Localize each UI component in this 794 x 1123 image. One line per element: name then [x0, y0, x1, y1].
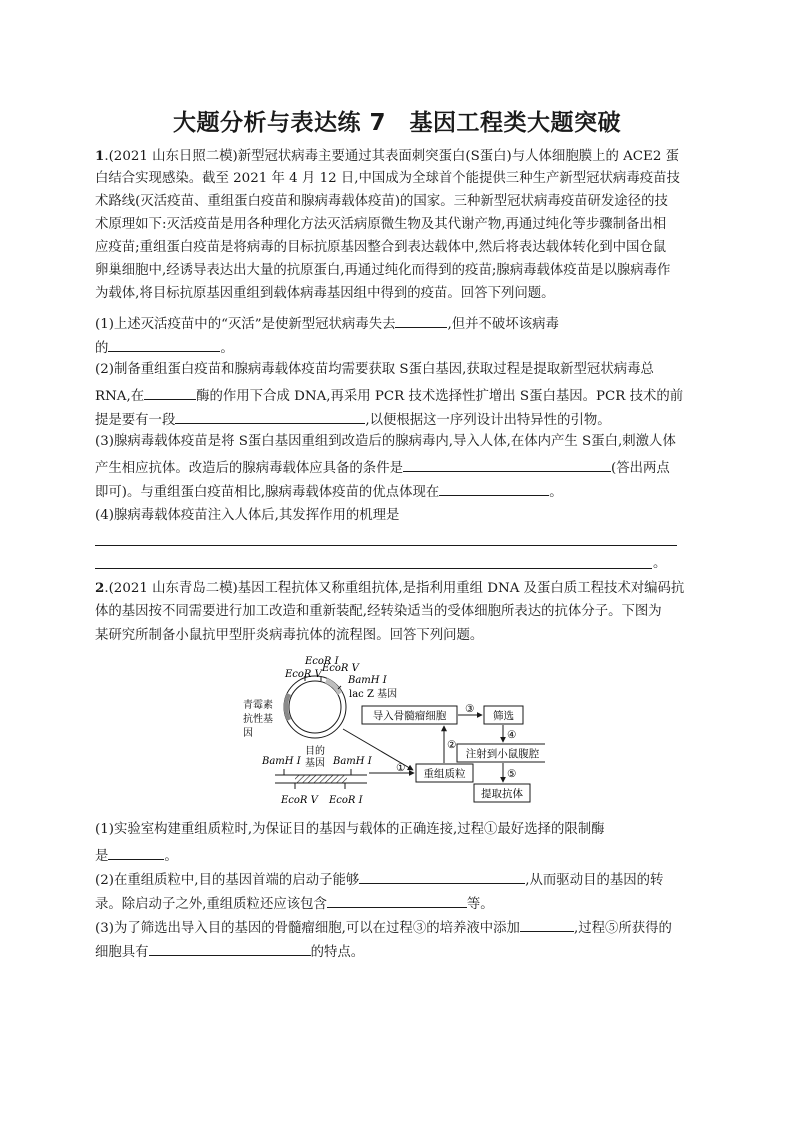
- dna-bamhi-left-label: BamH Ⅰ: [262, 756, 301, 767]
- q1-part3-line2: 产生相应抗体。改造后的腺病毒载体应具备的条件是 (答出两点: [95, 458, 670, 477]
- antibody-flow-diagram: [235, 652, 545, 812]
- screening-label: 筛选: [493, 710, 514, 722]
- inject-mouse-label: 注射到小鼠腹腔: [465, 748, 540, 760]
- page-title: 大题分析与表达练 7 基因工程类大题突破: [172, 110, 621, 136]
- step-1-label: ①: [396, 762, 406, 774]
- answer-blank[interactable]: [395, 314, 447, 328]
- extract-antibody-label: 提取抗体: [481, 788, 523, 800]
- plasmid-ecorv-label-1: EcoR Ⅴ: [285, 669, 322, 680]
- answer-blank[interactable]: [327, 894, 467, 908]
- q1-line-6: 卵巢细胞中,经诱导表达出大量的抗原蛋白,再通过纯化而得到的疫苗;腺病毒载体疫苗是以腺病毒作: [95, 263, 671, 278]
- step-2-label: ②: [447, 739, 457, 751]
- step-5-label: ⑤: [507, 768, 517, 780]
- answer-line[interactable]: [95, 545, 677, 546]
- q2-part3-line1: (3)为了筛选出导入目的基因的骨髓瘤细胞,可以在过程③的培养液中添加 ,过程⑤所获得的: [95, 918, 672, 937]
- q1-part3-line1: (3)腺病毒载体疫苗是将 S蛋白基因重组到改造后的腺病毒内,导入人体,在体内产生 S蛋白,刺激人体: [95, 434, 676, 449]
- lacz-gene-segment: [325, 678, 342, 695]
- answer-blank[interactable]: [108, 846, 164, 860]
- q1-line-4: 术原理如下:灭活疫苗是用各种理化方法灭活病原微生物及其代谢产物,再通过纯化等步骤制备出相: [95, 217, 667, 232]
- q1-line-1: 1.(2021 山东日照二模)新型冠状病毒主要通过其表面刺突蛋白(S蛋白)与人体细胞膜上的 ACE2 蛋: [95, 148, 679, 164]
- q1-part2-line2: RNA,在 酶的作用下合成 DNA,再采用 PCR 技术选择性扩增出 S蛋白基因。PCR 技术的前: [95, 386, 683, 405]
- q2-part2-line1: (2)在重组质粒中,目的基因首端的启动子能够 ,从而驱动目的基因的转: [95, 870, 663, 889]
- answer-blank[interactable]: [149, 942, 311, 956]
- q1-line-5: 应疫苗;重组蛋白疫苗是将病毒的目标抗原基因整合到表达载体中,然后将表达载体转化到中国仓鼠: [95, 240, 667, 255]
- resistance-label-1: 青霉素: [243, 700, 273, 711]
- penicillin-resistance-gene-segment: [284, 693, 291, 721]
- q1-number: 1: [95, 148, 105, 164]
- q1-source: .(2021 山东日照二模): [104, 149, 238, 164]
- q2-line-2: 体的基因按不同需要进行加工改造和重新装配,经转染适当的受体细胞所表达的抗体分子。下图为: [95, 604, 662, 619]
- q1-part4: (4)腺病毒载体疫苗注入人体后,其发挥作用的机理是: [95, 508, 400, 523]
- resistance-label-3: 因: [243, 728, 253, 739]
- target-gene-label-2: 基因: [305, 758, 325, 769]
- q1-part3-line3: 即可)。与重组蛋白疫苗相比,腺病毒载体疫苗的优点体现在 。: [95, 482, 563, 501]
- q1-line-3: 术路线(灭活疫苗、重组蛋白疫苗和腺病毒载体疫苗)的国家。三种新型冠状病毒疫苗研发途径的技: [95, 194, 668, 209]
- q1-part1-line2: 的 。: [95, 338, 234, 357]
- q1-line-2: 白结合实现感染。截至 2021 年 4 月 12 日,中国成为全球首个能提供三种生产新型冠状病毒疫苗技: [95, 171, 680, 186]
- inject-myeloma-label: 导入骨髓瘤细胞: [372, 710, 447, 722]
- answer-blank[interactable]: [439, 482, 549, 496]
- q2-part1-line1: (1)实验室构建重组质粒时,为保证目的基因与载体的正确连接,过程①最好选择的限制酶: [95, 822, 605, 837]
- recombinant-plasmid-label: 重组质粒: [423, 768, 466, 780]
- resistance-label-2: 抗性基: [243, 714, 273, 725]
- q1-part2-line3: 提是要有一段 ,以便根据这一序列设计出特异性的引物。: [95, 410, 611, 429]
- dna-ecorv-label: EcoR Ⅴ: [281, 795, 318, 806]
- plasmid-inner-circle: [289, 681, 341, 733]
- q2-part2-line2: 录。除启动子之外,重组质粒还应该包含 等。: [95, 894, 494, 913]
- q2-line-1: 2.(2021 山东青岛二模)基因工程抗体又称重组抗体,是指利用重组 DNA 及蛋白质工程技术对编码抗: [95, 580, 685, 596]
- q2-number: 2: [95, 580, 105, 596]
- answer-blank[interactable]: [359, 870, 525, 884]
- q2-part1-line2: 是 。: [95, 846, 178, 865]
- answer-blank[interactable]: [144, 386, 196, 400]
- target-gene-segment: [295, 775, 347, 783]
- answer-blank[interactable]: [520, 918, 574, 932]
- answer-blank[interactable]: [175, 410, 365, 424]
- dna-bamhi-right-label: BamH Ⅰ: [333, 756, 372, 767]
- step-3-label: ③: [465, 703, 475, 715]
- answer-blank[interactable]: [108, 338, 220, 352]
- answer-line[interactable]: [95, 568, 652, 569]
- target-gene-label-1: 目的: [305, 746, 325, 757]
- lacz-label: lac Z 基因: [349, 689, 398, 700]
- dna-ecori-label: EcoR Ⅰ: [329, 795, 363, 806]
- plasmid-bamhi-label: BamH Ⅰ: [348, 675, 387, 686]
- plasmid-ecorv-label-2: EcoR Ⅴ: [322, 663, 359, 674]
- answer-blank[interactable]: [403, 458, 611, 472]
- q1-line-7: 为载体,将目标抗原基因重组到载体病毒基因组中得到的疫苗。回答下列问题。: [95, 286, 555, 301]
- q2-line-3: 某研究所制备小鼠抗甲型肝炎病毒抗体的流程图。回答下列问题。: [95, 628, 484, 643]
- q1-part4-end: 。: [653, 556, 667, 571]
- q2-part3-line2: 细胞具有 的特点。: [95, 942, 364, 961]
- q2-source: .(2021 山东青岛二模): [104, 581, 238, 596]
- plasmid-ecori-label: EcoR Ⅰ: [305, 656, 339, 667]
- q1-part2-line1: (2)制备重组蛋白疫苗和腺病毒载体疫苗均需要获取 S蛋白基因,获取过程是提取新型冠状病毒总: [95, 362, 654, 377]
- step-4-label: ④: [507, 729, 517, 741]
- q1-part1-line1: (1)上述灭活疫苗中的“灭活”是使新型冠状病毒失去 ,但并不破坏该病毒: [95, 314, 559, 333]
